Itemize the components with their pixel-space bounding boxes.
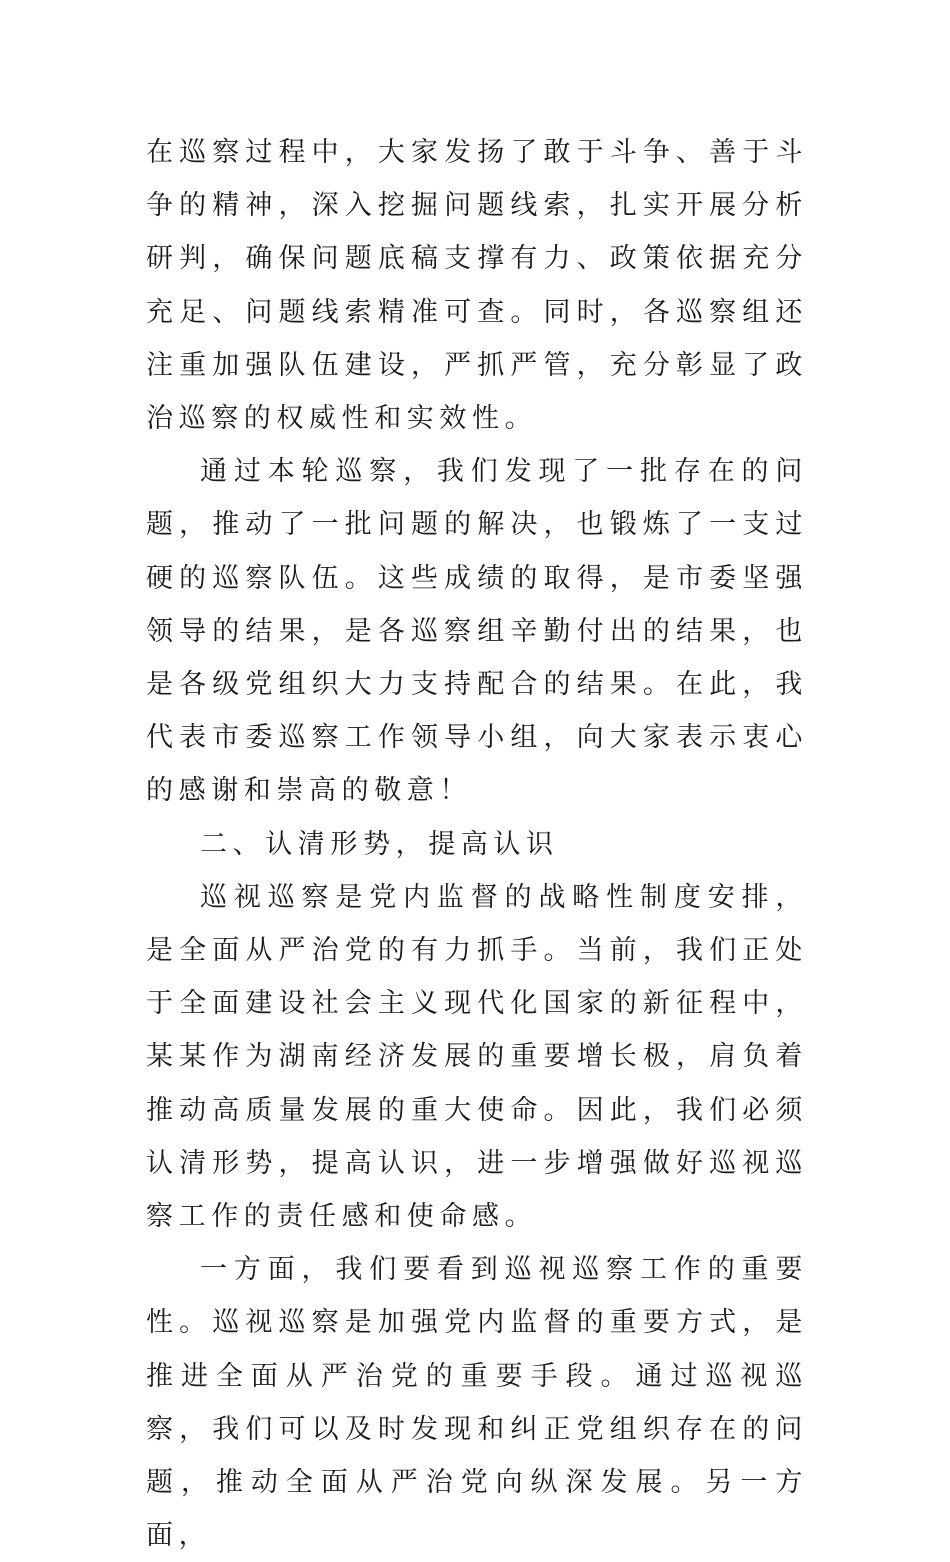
paragraph: 巡视巡察是党内监督的战略性制度安排，是全面从严治党的有力抓手。当前，我们正处于全面建设社会主义现代化国家的新征程中，某某作为湖南经济发展的重要增长极，肩负着推动高质量发展的重大使命。因此，我们必须认清形势，提高认识，进一步增强做好巡视巡察工作的责任感和使命感。 (146, 881, 808, 1233)
document-body (146, 126, 808, 1562)
section-heading: 二、认清形势，提高认识 (200, 828, 559, 860)
paragraph: 通过本轮巡察，我们发现了一批存在的问题，推动了一批问题的解决，也锻炼了一支过硬的巡察队伍。这些成绩的取得，是市委坚强领导的结果，是各巡察组辛勤付出的结果，也是各级党组织大力支持配合的结果。在此，我代表市委巡察工作领导小组，向大家表示衷心的感谢和崇高的敬意！ (146, 456, 808, 807)
paragraph: 一方面，我们要看到巡视巡察工作的重要性。巡视巡察是加强党内监督的重要方式，是推进全面从严治党的重要手段。通过巡视巡察，我们可以及时发现和纠正党组织存在的问题，推动全面从严治党向纵深发展。另一方面， (146, 1254, 808, 1552)
paragraph-continued: 在巡察过程中，大家发扬了敢于斗争、善于斗争的精神，深入挖掘问题线索，扎实开展分析研判，确保问题底稿支撑有力、政策依据充分充足、问题线索精准可查。同时，各巡察组还注重加强队伍建设，严抓严管，充分彰显了政治巡察的权威性和实效性。 (146, 137, 808, 435)
